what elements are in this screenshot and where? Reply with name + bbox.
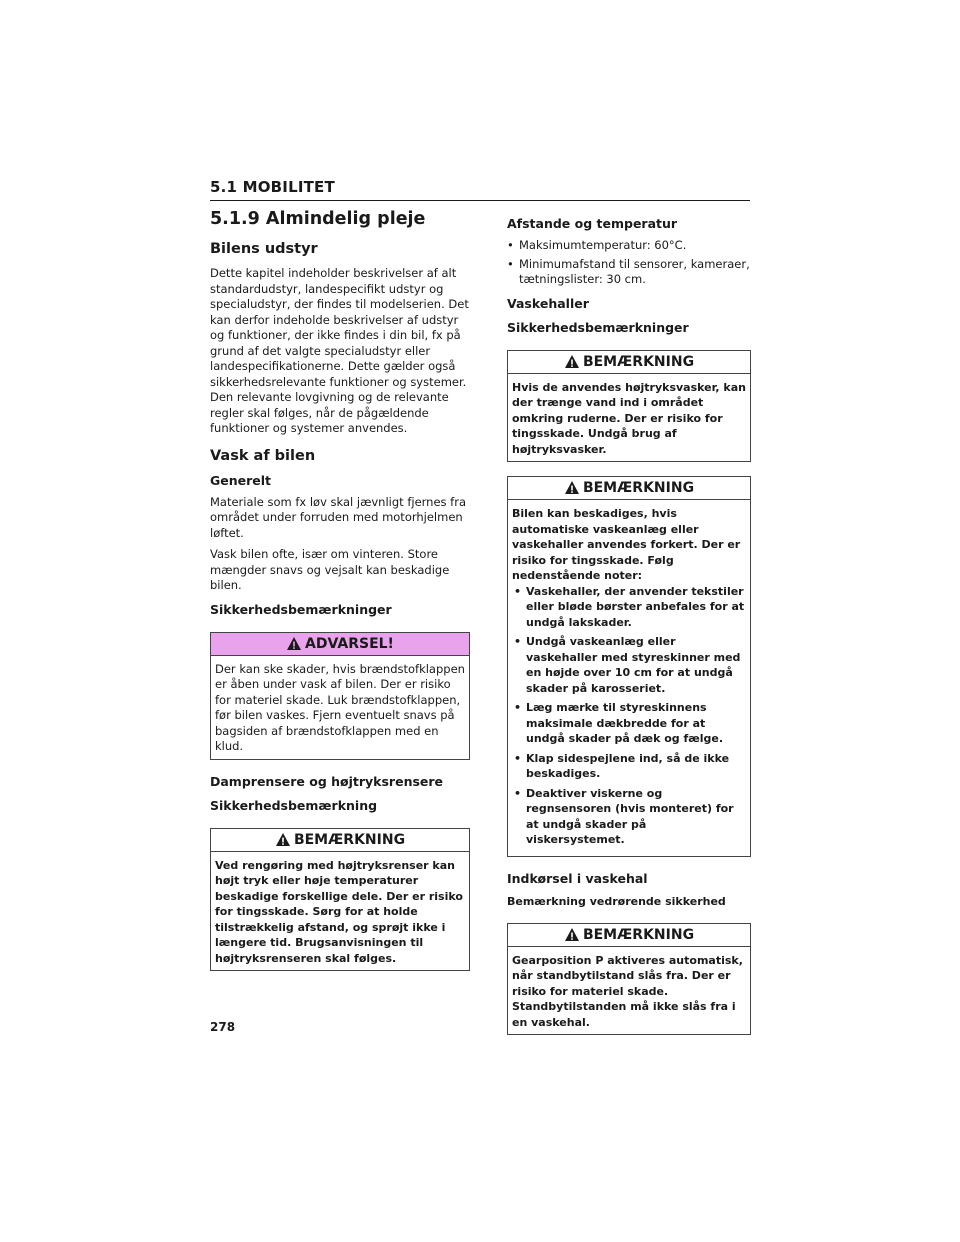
section-header [210,178,750,201]
list-item: • Klap sidespejlene ind, så de ikke beskadiges. [514,751,730,780]
note-label: BEMÆRKNING [582,480,695,496]
note-body [508,500,750,856]
note-box-4-header [508,924,750,947]
washhall-heading: Vaskehaller [507,295,589,311]
caution-icon [564,480,580,496]
entry-heading: Indkørsel i vaskehal [507,870,648,886]
bullet: • [507,238,514,252]
entry-subheading: Bemærkning vedrørende sikkerhed [507,894,726,908]
note-text: Ved rengøring med højtryksrenser kan højt tryk eller høje temperaturer beskadige forskellige dele. Der er risiko for tingsskade. Sørg for at holde tilstrækkelig afstand, og sprøjt ikke i længere tid. Brugsanvisningen til højtryksrenseren skal følges. [215,858,463,965]
general-paragraph-1: Materiale som fx løv skal jævnligt fjernes fra området under forruden med motorhjelmen løftet. [210,494,466,540]
general-paragraph-2: Vask bilen ofte, især om vinteren. Store mængder snavs og vejsalt kan beskadige bilen. [210,547,450,592]
warning-triangle-icon [286,636,302,652]
right-column [507,208,751,1049]
washhall-safety-heading: Sikkerhedsbemærkninger [507,319,689,335]
list-item: • Maksimumtemperatur: 60°C. [507,238,687,252]
warning-box-header [211,633,469,656]
list-item: • Minimumafstand til sensorer, kameraer, tætningslister: 30 cm. [507,256,750,286]
note-box-3 [507,476,751,857]
caution-icon [564,354,580,370]
warning-box [210,632,470,760]
page-number: 278 [210,1020,236,1034]
equipment-text: Dette kapitel indeholder beskrivelser af alt standardudstyr, landespecifikt udstyr og specialudstyr, der findes til modelserien. Det kan derfor indeholde beskrivelser af udstyr og funktioner, der ikke findes i din bil, fx på grund af det valgte specialudstyr eller landespecifikationerne. Dette gælder også sikkerhedsrelevante funktioner og systemer. Den relevante lovgivning og de relevante regler skal følges, når de pågældende funktioner og systemer anvendes. [210,266,469,435]
list-item: • Undgå vaskeanlæg eller vaskehaller med styreskinner med en højde over 10 cm for at undgå skader på karosseriet. [514,635,741,695]
steam-safety-heading: Sikkerhedsbemærkning [210,797,378,813]
general-heading: Generelt [210,472,272,488]
note-box-3-header [508,477,750,500]
wash-heading: Vask af bilen [210,447,316,464]
safety-heading: Sikkerhedsbemærkninger [210,601,392,617]
caution-icon [275,832,291,848]
section-title: 5.1 MOBILITET [210,178,335,196]
note-box-2-header [508,351,750,374]
note-label: BEMÆRKNING [582,353,695,370]
note-text: Gearposition P aktiveres automatisk, når standbytilstand slås fra. Der er risiko for materiel skade. Standbytilstanden må ikke slås fra i en vaskehal. [512,953,743,1029]
note-list [512,584,746,848]
note-text: Hvis de anvendes højtryksvasker, kan der trænge vand ind i området omkring ruderne. Der er risiko for tingsskade. Undgå brug af højtryksvasker. [512,380,746,456]
note-label: BEMÆRKNING [582,926,695,943]
caution-icon [564,927,580,943]
warning-text: Der kan ske skader, hvis brændstofklappen er åben under vask af bilen. Der er risiko for materiel skade. Luk brændstofklappen, før bilen vaskes. Fjern eventuelt snavs på bagsiden af brændstofklappen med en klud. [215,661,465,753]
bullet: • [507,256,514,271]
warning-label: ADVARSEL! [305,635,394,652]
note-box-1-header [211,829,469,852]
note-label: BEMÆRKNING [293,831,406,848]
note-box-4 [507,923,751,1036]
distance-heading: Afstande og temperatur [507,216,678,231]
distance-list [507,238,751,288]
left-column [210,208,470,985]
equipment-heading: Bilens udstyr [210,241,318,257]
steam-heading: Damprensere og højtryksrensere [210,773,444,789]
note-box-2 [507,350,751,463]
list-item: • Vaskehaller, der anvender tekstiler eller bløde børster anbefales for at undgå lakskader. [514,584,745,629]
note-intro: Bilen kan beskadiges, hvis automatiske vaskeanlæg eller vaskehaller anvendes forkert. Der er risiko for tingsskade. Følg nedenstående noter: [512,507,741,582]
list-item: • Deaktiver viskerne og regnsensoren (hvis monteret) for at undgå skader på viskersystemet. [514,786,734,846]
page-title: 5.1.9 Almindelig pleje [210,209,426,229]
note-box-1 [210,828,470,972]
list-item: • Læg mærke til styreskinnens maksimale dækbredde for at undgå skader på dæk og fælge. [514,701,724,745]
